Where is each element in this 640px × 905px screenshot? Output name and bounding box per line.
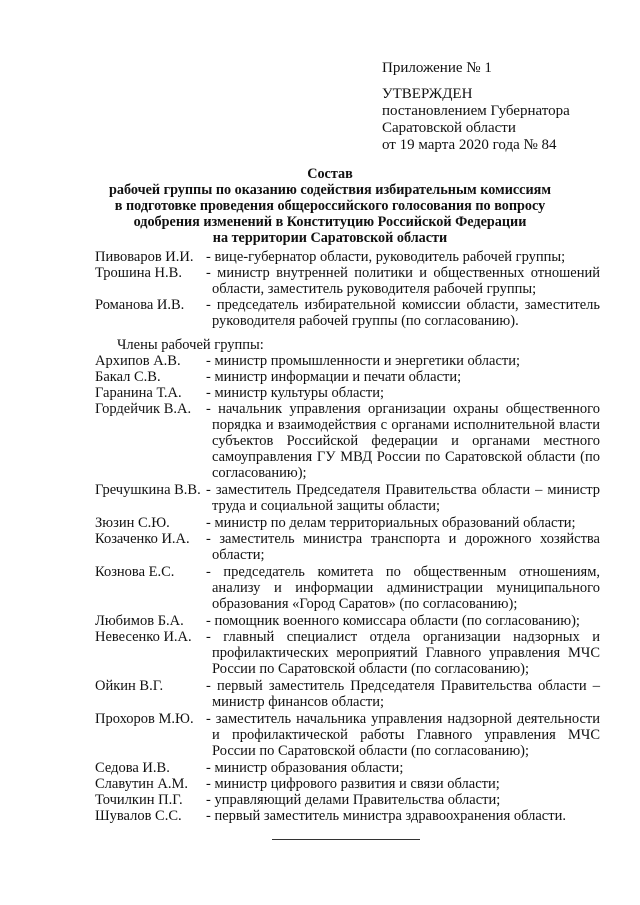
list-item bbox=[95, 515, 600, 531]
leaders-list bbox=[95, 249, 600, 329]
person-role: - министр промышленности и энергетики области; bbox=[206, 353, 521, 369]
list-item bbox=[95, 678, 600, 710]
person-role: - начальник управления организации охраны общественного порядка и взаимодействия с органами исполнительной власти субъектов Российской федерации и органами местного самоуправления ГУ МВД России по Саратовской области (по согласованию); bbox=[206, 401, 600, 481]
approval-line-2: Саратовской области bbox=[382, 120, 516, 136]
appendix-block bbox=[382, 60, 570, 154]
person-name: Точилкин П.Г. bbox=[95, 792, 183, 808]
person-name: Славутин А.М. bbox=[95, 776, 189, 792]
list-item bbox=[95, 531, 600, 563]
document-title bbox=[60, 166, 600, 246]
approval-line-3: от 19 марта 2020 года № 84 bbox=[382, 137, 557, 153]
title-line-1: Состав bbox=[307, 166, 353, 182]
person-role: - управляющий делами Правительства области; bbox=[206, 792, 501, 808]
list-item bbox=[95, 711, 600, 759]
person-role: - министр внутренней политики и общественных отношений области, заместитель руководителя рабочей группы; bbox=[206, 265, 600, 297]
person-role: - вице-губернатор области, руководитель рабочей группы; bbox=[206, 249, 566, 265]
person-name: Кознова Е.С. bbox=[95, 564, 175, 580]
members-list bbox=[95, 353, 600, 824]
person-name: Козаченко И.А. bbox=[95, 531, 190, 547]
person-role: - первый заместитель Председателя Правительства области – министр финансов области; bbox=[206, 678, 600, 710]
person-name: Невесенко И.А. bbox=[95, 629, 192, 645]
person-role: - министр по делам территориальных образований области; bbox=[206, 515, 576, 531]
list-item bbox=[95, 482, 600, 514]
person-name: Любимов Б.А. bbox=[95, 613, 184, 629]
person-name: Бакал С.В. bbox=[95, 369, 161, 385]
person-role: - министр образования области; bbox=[206, 760, 404, 776]
person-role: - помощник военного комиссара области (по согласованию); bbox=[206, 613, 580, 629]
person-role: - министр цифрового развития и связи области; bbox=[206, 776, 500, 792]
person-role: - министр информации и печати области; bbox=[206, 369, 462, 385]
list-item bbox=[95, 249, 600, 265]
members-heading: Члены рабочей группы: bbox=[117, 337, 264, 353]
list-item bbox=[95, 353, 600, 369]
title-line-5: на территории Саратовской области bbox=[212, 230, 448, 246]
list-item bbox=[95, 265, 600, 297]
person-name: Гречушкина В.В. bbox=[95, 482, 201, 498]
person-name: Пивоваров И.И. bbox=[95, 249, 194, 265]
closing-divider bbox=[272, 839, 420, 840]
person-name: Прохоров М.Ю. bbox=[95, 711, 194, 727]
list-item bbox=[95, 297, 600, 329]
list-item bbox=[95, 564, 600, 612]
person-name: Романова И.В. bbox=[95, 297, 185, 313]
person-role: - заместитель Председателя Правительства области – министр труда и социальной защиты области; bbox=[206, 482, 600, 514]
person-name: Седова И.В. bbox=[95, 760, 170, 776]
list-item bbox=[95, 629, 600, 677]
person-name: Архипов А.В. bbox=[95, 353, 181, 369]
person-name: Гордейчик В.А. bbox=[95, 401, 192, 417]
title-line-4: одобрения изменений в Конституцию Российской Федерации bbox=[133, 214, 527, 230]
person-role: - председатель избирательной комиссии области, заместитель руководителя рабочей группы (по согласованию). bbox=[206, 297, 600, 329]
person-role: - председатель комитета по общественным отношениям, анализу и информации администрации муниципального образования «Город Саратов» (по согласованию); bbox=[206, 564, 600, 612]
approval-line-1: постановлением Губернатора bbox=[382, 103, 570, 119]
list-item bbox=[95, 776, 600, 792]
list-item bbox=[95, 808, 600, 824]
person-name: Шувалов С.С. bbox=[95, 808, 182, 824]
person-role: - первый заместитель министра здравоохранения области. bbox=[206, 808, 566, 824]
list-item bbox=[95, 369, 600, 385]
person-name: Зюзин С.Ю. bbox=[95, 515, 170, 531]
person-name: Гаранина Т.А. bbox=[95, 385, 182, 401]
appendix-number: Приложение № 1 bbox=[382, 60, 492, 76]
title-line-2: рабочей группы по оказанию содействия избирательным комиссиям bbox=[108, 182, 551, 198]
list-item bbox=[95, 385, 600, 401]
person-name: Трошина Н.В. bbox=[95, 265, 182, 281]
person-role: - министр культуры области; bbox=[206, 385, 384, 401]
list-item bbox=[95, 792, 600, 808]
approved-heading: УТВЕРЖДЕН bbox=[382, 86, 473, 102]
person-role: - заместитель министра транспорта и дорожного хозяйства области; bbox=[206, 531, 600, 563]
title-line-3: в подготовке проведения общероссийского голосования по вопросу bbox=[114, 198, 546, 214]
person-role: - заместитель начальника управления надзорной деятельности и профилактической работы Главного управления МЧС России по Саратовской области (по согласованию); bbox=[206, 711, 600, 759]
list-item bbox=[95, 613, 600, 629]
person-role: - главный специалист отдела организации надзорных и профилактических мероприятий Главного управления МЧС России по Саратовской области (по согласованию); bbox=[206, 629, 600, 677]
list-item bbox=[95, 401, 600, 481]
list-item bbox=[95, 760, 600, 776]
person-name: Ойкин В.Г. bbox=[95, 678, 164, 694]
